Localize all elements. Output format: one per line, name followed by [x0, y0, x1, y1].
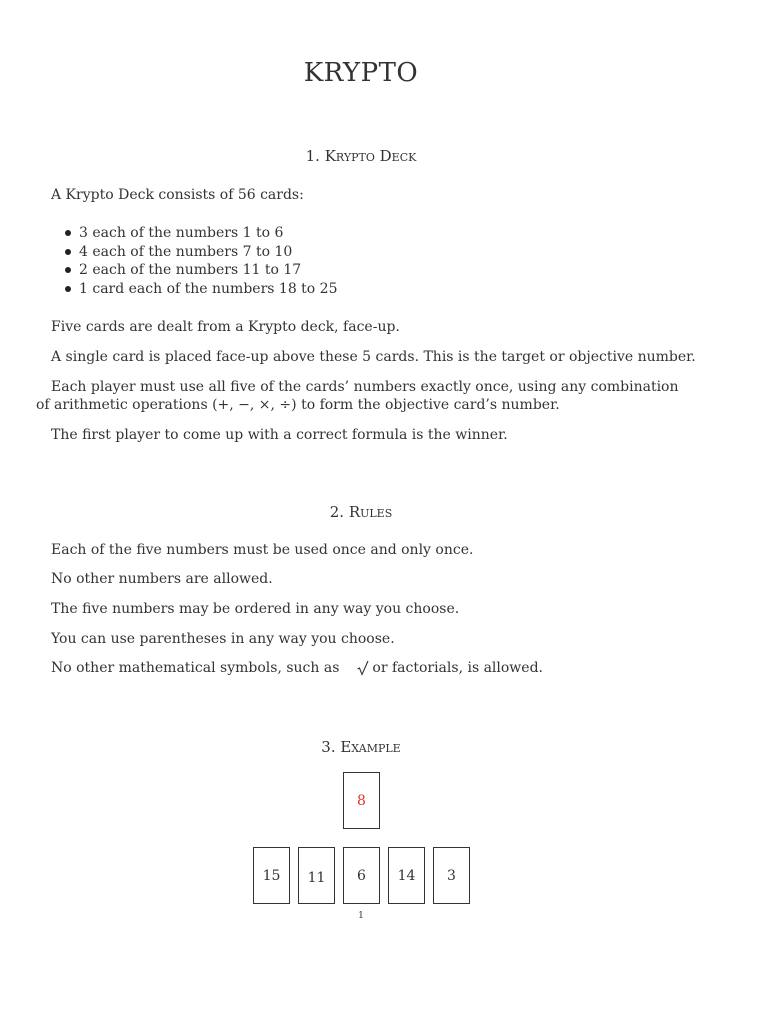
number-card: 15 [253, 847, 290, 904]
rule-once: Each of the five numbers must be used once and only once. [51, 542, 474, 558]
paragraph-deal: Five cards are dealt from a Krypto deck, face-up. [51, 319, 400, 335]
document-title: KRYPTO [303, 58, 419, 88]
number-card: 11 [298, 847, 335, 904]
paragraph-winner: The first player to come up with a correct formula is the winner. [51, 427, 508, 443]
page-number: 1 [358, 911, 364, 921]
rule-no-symbols: No other mathematical symbols, such as or factorials, is allowed. [36, 659, 696, 681]
bullet-icon [65, 249, 71, 255]
number-card: 3 [433, 847, 470, 904]
section-heading-rules: 2. Rules [329, 503, 393, 521]
number-card: 6 [343, 847, 380, 904]
list-item: 4 each of the numbers 7 to 10 [64, 243, 338, 262]
list-item: 2 each of the numbers 11 to 17 [64, 261, 338, 280]
list-item: 3 each of the numbers 1 to 6 [64, 224, 338, 243]
section-heading-example: 3. Example [321, 738, 401, 756]
rule-ordering: The five numbers may be ordered in any way you choose. [51, 601, 460, 617]
rule-parentheses: You can use parentheses in any way you choose. [51, 631, 395, 647]
paragraph-target: A single card is placed face-up above these 5 cards. This is the target or objective number. [51, 349, 696, 365]
section-heading-krypto-deck: 1. Krypto Deck [305, 147, 417, 165]
bullet-icon [65, 267, 71, 273]
bullet-icon [65, 286, 71, 292]
square-root-icon [342, 660, 369, 681]
rule-no-other-numbers: No other numbers are allowed. [51, 571, 273, 587]
deck-intro: A Krypto Deck consists of 56 cards: [51, 187, 304, 203]
list-item: 1 card each of the numbers 18 to 25 [64, 280, 338, 299]
number-card: 14 [388, 847, 425, 904]
target-card: 8 [343, 772, 380, 829]
deck-composition-list [64, 224, 338, 298]
bullet-icon [65, 230, 71, 236]
paragraph-operations: Each player must use all five of the cards’ numbers exactly once, using any combination of arithmetic operations (+, −, ×, ÷) to form the objective card’s number. [36, 379, 679, 413]
